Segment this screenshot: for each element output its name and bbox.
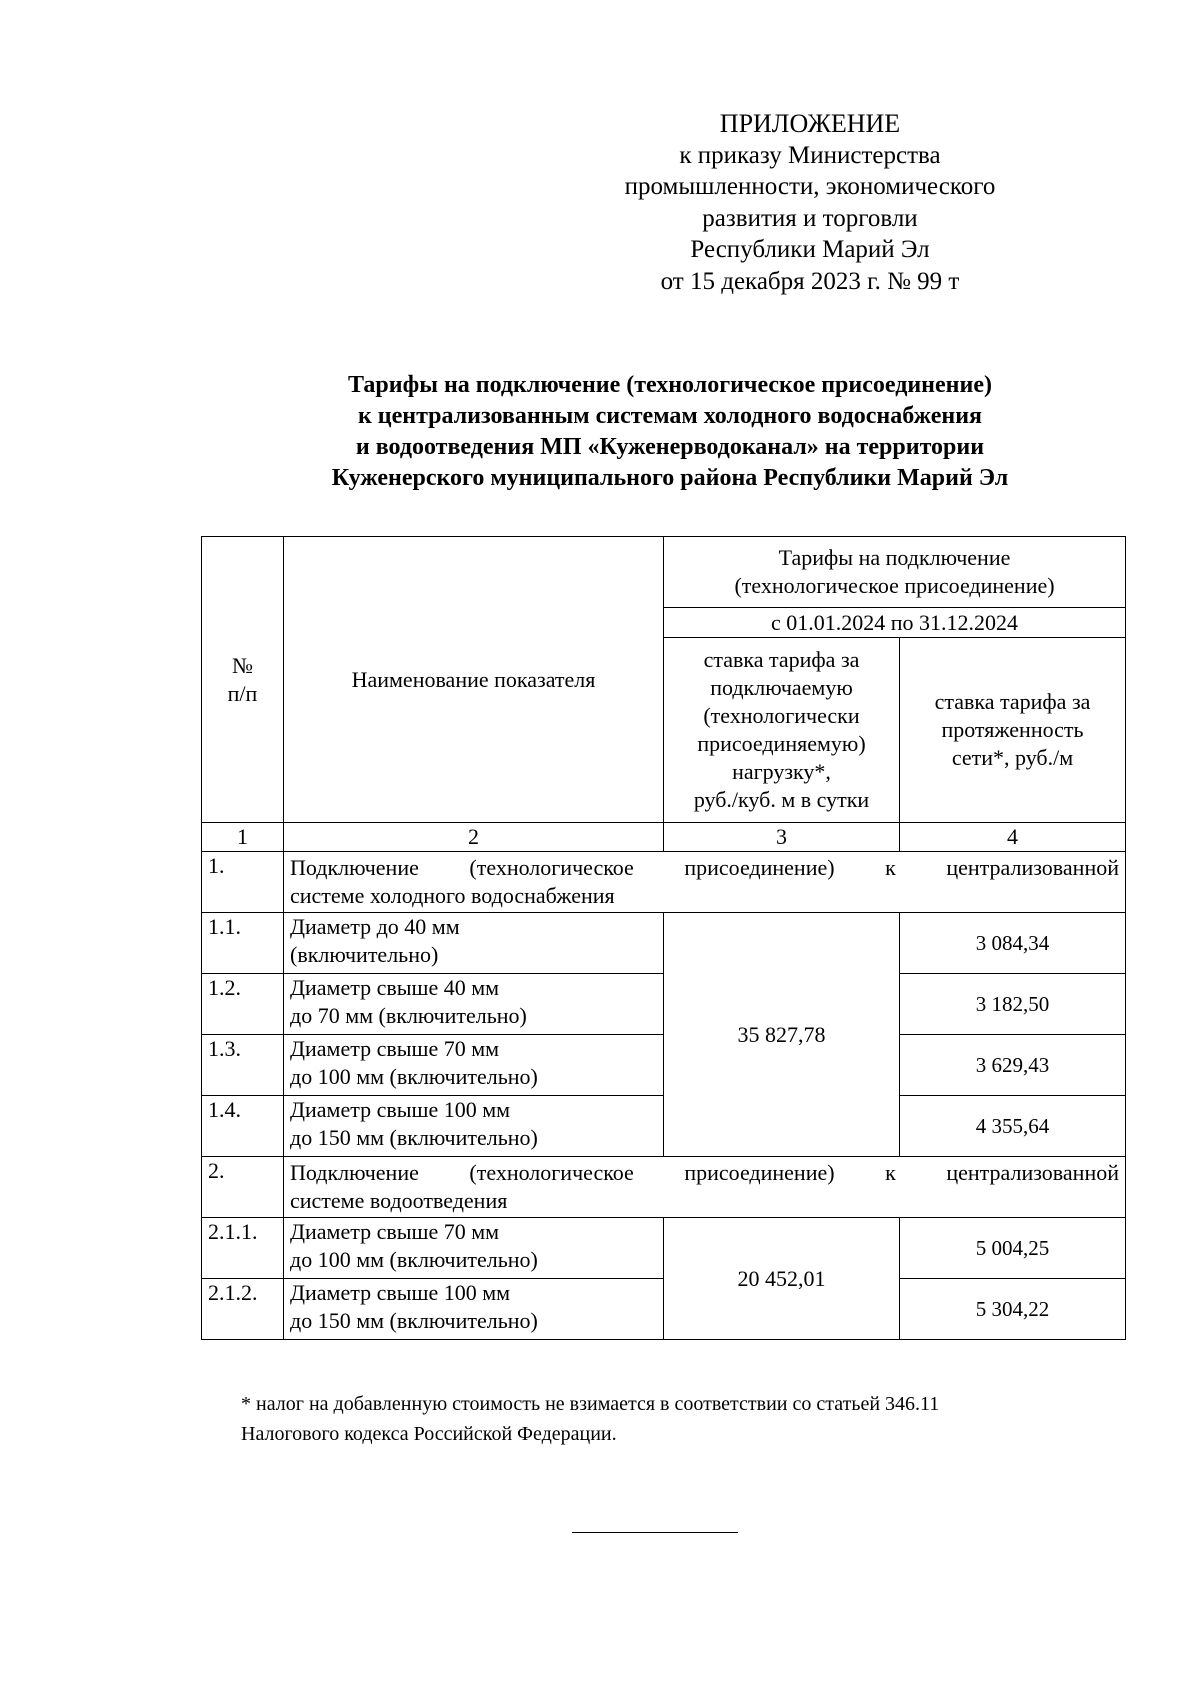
section-title-line: Подключение (технологическое присоединение) к централизованной (290, 1160, 1119, 1185)
length-rate-value: 3 629,43 (900, 1035, 1126, 1096)
header-row (202, 537, 1126, 608)
section-title (284, 852, 1126, 913)
title-line: к централизованным системам холодного водоснабжения (357, 403, 983, 429)
closing-rule (572, 1532, 738, 1533)
row-num: 1.1. (202, 913, 284, 974)
length-rate-value: 5 304,22 (900, 1279, 1126, 1340)
appendix-block (610, 108, 1010, 297)
section-num: 1. (202, 852, 284, 913)
table-row (202, 913, 1126, 974)
title-line: Куженерского муниципального района Республики Марий Эл (331, 465, 1009, 491)
section-row (202, 852, 1126, 913)
column-number: 4 (900, 823, 1126, 852)
appendix-line: промышленности, экономического (624, 173, 996, 200)
row-num: 2.1.1. (202, 1218, 284, 1279)
column-number: 2 (284, 823, 664, 852)
footnote-line: * налог на добавленную стоимость не взимается в соответствии со статьей 346.11 (241, 1393, 940, 1415)
row-name: Диаметр свыше 100 мм до 150 мм (включительно) (284, 1279, 664, 1340)
row-num: 1.4. (202, 1096, 284, 1157)
footnote-line: Налогового кодекса Российской Федерации. (241, 1423, 617, 1445)
appendix-line: к приказу Министерства (679, 141, 941, 169)
header-rate-load: ставка тарифа за подключаемую (технологически присоединяемую) нагрузку*, руб./куб. м в сутки (664, 638, 900, 823)
row-name: Диаметр свыше 40 мм до 70 мм (включительно) (284, 974, 664, 1035)
section-title-line: системе водоотведения (290, 1188, 508, 1213)
document-title (200, 370, 1140, 494)
row-name: Диаметр до 40 мм (включительно) (284, 913, 664, 974)
column-number: 1 (202, 823, 284, 852)
length-rate-value: 4 355,64 (900, 1096, 1126, 1157)
footnote (241, 1389, 1101, 1449)
row-num: 1.2. (202, 974, 284, 1035)
appendix-line: развития и торговли (702, 204, 918, 232)
column-numbers-row (202, 823, 1126, 852)
section-title-line: Подключение (технологическое присоединение) к централизованной (290, 855, 1119, 880)
section-row (202, 1157, 1126, 1218)
header-period: с 01.01.2024 по 31.12.2024 (664, 608, 1126, 638)
column-number: 3 (664, 823, 900, 852)
load-rate-value: 35 827,78 (664, 913, 900, 1157)
row-num: 2.1.2. (202, 1279, 284, 1340)
load-rate-value: 20 452,01 (664, 1218, 900, 1340)
header-num: № п/п (202, 537, 284, 823)
length-rate-value: 3 084,34 (900, 913, 1126, 974)
appendix-line: Республики Марий Эл (690, 236, 930, 263)
section-title (284, 1157, 1126, 1218)
row-num: 1.3. (202, 1035, 284, 1096)
row-name: Диаметр свыше 100 мм до 150 мм (включительно) (284, 1096, 664, 1157)
section-num: 2. (202, 1157, 284, 1218)
row-name: Диаметр свыше 70 мм до 100 мм (включительно) (284, 1035, 664, 1096)
length-rate-value: 5 004,25 (900, 1218, 1126, 1279)
header-rate-length: ставка тарифа за протяженность сети*, руб./м (900, 638, 1126, 823)
table-row (202, 1218, 1126, 1279)
length-rate-value: 3 182,50 (900, 974, 1126, 1035)
title-line: Тарифы на подключение (технологическое присоединение) (348, 372, 992, 398)
appendix-line: от 15 декабря 2023 г. № 99 т (660, 267, 960, 295)
tariffs-table (201, 536, 1126, 1340)
section-title-line: системе холодного водоснабжения (290, 883, 615, 908)
appendix-heading: ПРИЛОЖЕНИЕ (719, 109, 901, 138)
row-name: Диаметр свыше 70 мм до 100 мм (включительно) (284, 1218, 664, 1279)
header-tariffs: Тарифы на подключение (технологическое присоединение) (664, 537, 1126, 608)
title-line: и водоотведения МП «Куженерводоканал» на территории (355, 434, 985, 460)
header-name: Наименование показателя (284, 537, 664, 823)
